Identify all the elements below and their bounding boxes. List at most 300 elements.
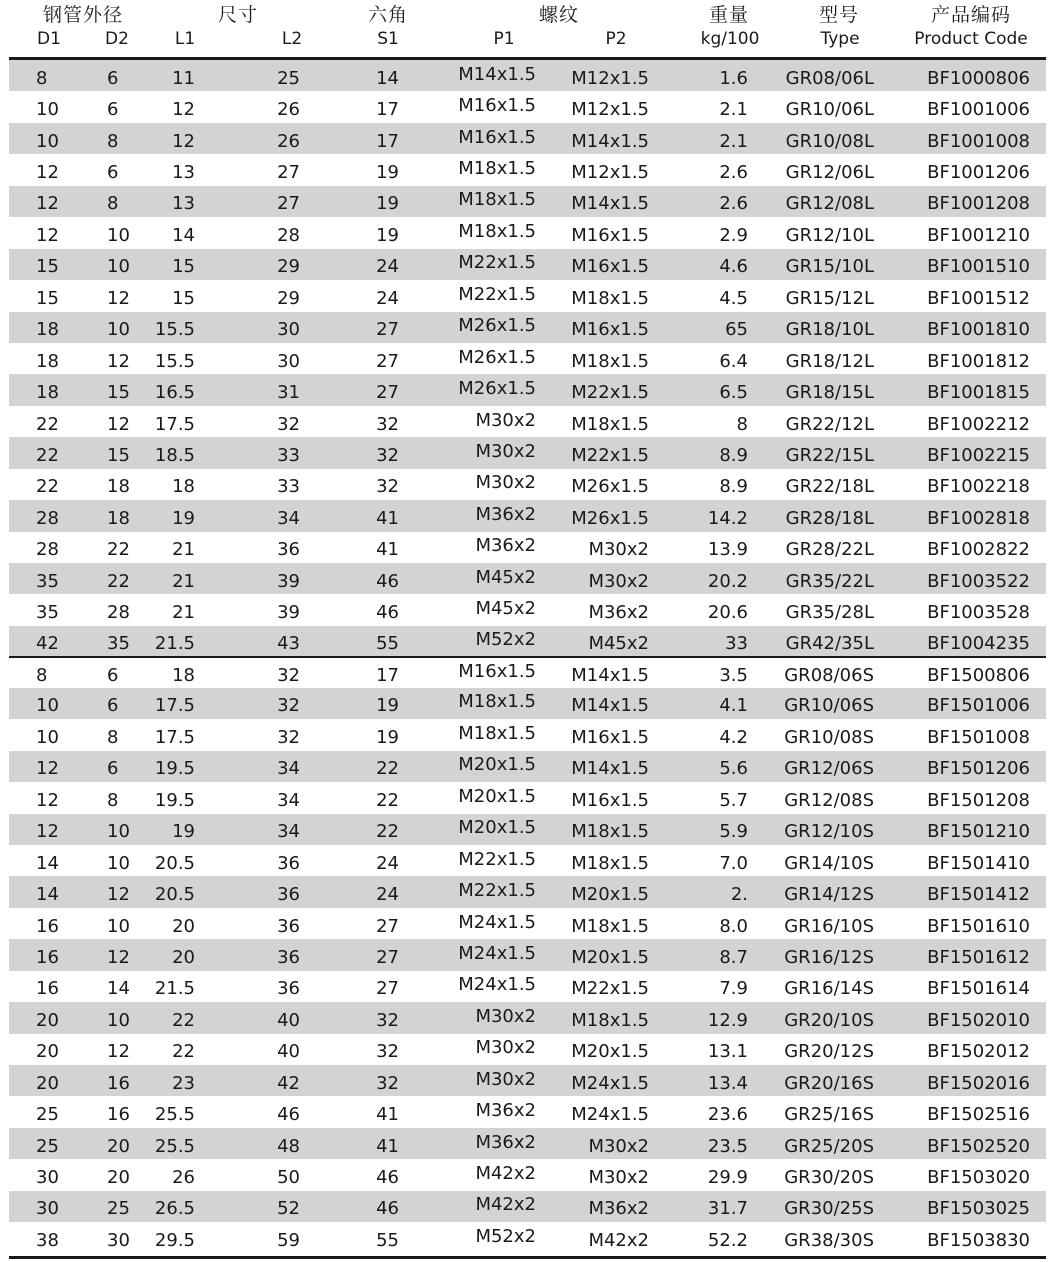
cell-d1	[9, 908, 79, 939]
cell-product-code	[883, 719, 1046, 750]
cell-text: 14	[107, 978, 130, 1000]
cell-weight	[650, 1002, 748, 1033]
cell-text: 35	[107, 633, 130, 655]
cell-l2	[197, 719, 303, 750]
cell-text: BF1501006	[927, 695, 1030, 717]
cell-d2	[79, 406, 134, 437]
cell-weight	[650, 469, 748, 500]
cell-d2	[79, 719, 134, 750]
cell-text: M14x1.5	[571, 130, 649, 152]
cell-text: M36x2	[588, 1198, 649, 1220]
cell-product-code	[883, 154, 1046, 185]
cell-text: 20	[172, 946, 195, 968]
cell-text: 4.2	[719, 726, 748, 748]
cell-text: 36	[277, 946, 300, 968]
cell-text: 8	[107, 130, 119, 152]
cell-l2	[197, 876, 303, 907]
cell-text: GR16/12S	[784, 946, 874, 968]
cell-text: M16x1.5	[458, 126, 536, 148]
cell-text: 10	[107, 821, 130, 843]
cell-text: M45x2	[588, 633, 649, 655]
cell-type	[748, 374, 883, 405]
cell-s1	[303, 1002, 399, 1033]
cell-text: BF1501210	[927, 821, 1030, 843]
cell-text: 16.5	[154, 382, 195, 404]
cell-d1	[9, 280, 79, 311]
cell-p1	[399, 1128, 537, 1159]
table-row	[9, 657, 1046, 687]
cell-l2	[197, 217, 303, 248]
cell-text: 20	[36, 1009, 59, 1031]
cell-p2	[537, 1191, 650, 1222]
cell-p1	[399, 876, 537, 907]
cell-text: BF1003528	[927, 602, 1030, 624]
cell-text: M22x1.5	[571, 444, 649, 466]
cell-s1	[303, 186, 399, 217]
cell-text: M30x2	[588, 570, 649, 592]
cell-text: 10	[107, 915, 130, 937]
cell-text: 22	[376, 758, 399, 780]
cell-text: M52x2	[475, 629, 536, 651]
cell-text: 19	[172, 507, 195, 529]
cell-text: 32	[277, 413, 300, 435]
cell-text: BF1500806	[927, 665, 1030, 687]
cell-text: M36x2	[475, 1100, 536, 1122]
cell-type	[748, 343, 883, 374]
cell-weight	[650, 908, 748, 939]
cell-l1	[134, 1034, 197, 1065]
cell-text: BF1002822	[927, 539, 1030, 561]
footer-rule	[9, 1256, 1046, 1259]
cell-l1	[134, 971, 197, 1002]
cell-p2	[537, 437, 650, 468]
cell-text: 15	[36, 287, 59, 309]
cell-product-code	[883, 751, 1046, 782]
cell-text: 18	[172, 665, 195, 687]
table-row	[9, 1096, 1046, 1127]
cell-text: 46	[376, 1198, 399, 1220]
cell-text: 17.5	[154, 726, 195, 748]
cell-text: 34	[277, 821, 300, 843]
cell-p2	[537, 1065, 650, 1096]
cell-text: BF1002218	[927, 476, 1030, 498]
cell-text: 52.2	[707, 1229, 748, 1251]
cell-p2	[537, 876, 650, 907]
cell-d1	[9, 217, 79, 248]
cell-text: M30x2	[588, 1135, 649, 1157]
cell-text: 38	[36, 1229, 59, 1251]
cell-text: 41	[376, 1104, 399, 1126]
cell-p2	[537, 939, 650, 970]
cell-product-code	[883, 469, 1046, 500]
cell-l2	[197, 688, 303, 719]
cell-l2	[197, 594, 303, 625]
cell-text: BF1502516	[927, 1104, 1030, 1126]
cell-text: 33	[725, 633, 748, 655]
cell-text: M18x1.5	[571, 350, 649, 372]
table-row	[9, 469, 1046, 500]
cell-text: 7.9	[719, 978, 748, 1000]
cell-d2	[79, 249, 134, 280]
cell-d1	[9, 814, 79, 845]
cell-s1	[303, 123, 399, 154]
cell-d2	[79, 751, 134, 782]
cell-text: 5.6	[719, 758, 748, 780]
cell-l2	[197, 437, 303, 468]
cell-text: M30x2	[475, 440, 536, 462]
cell-s1	[303, 782, 399, 813]
cell-l2	[197, 751, 303, 782]
cell-type	[748, 217, 883, 248]
cell-text: 27	[376, 915, 399, 937]
cell-weight	[650, 688, 748, 719]
cell-text: 27	[376, 978, 399, 1000]
cell-l1	[134, 249, 197, 280]
cell-text: 8	[736, 413, 748, 435]
subheader-kg: kg/100	[700, 29, 760, 49]
cell-text: 10	[107, 852, 130, 874]
cell-text: 13.1	[707, 1041, 748, 1063]
cell-l2	[197, 532, 303, 563]
header-weight: 重量	[708, 4, 750, 26]
cell-weight	[650, 280, 748, 311]
cell-p1	[399, 719, 537, 750]
cell-text: 12	[107, 1041, 130, 1063]
cell-product-code	[883, 186, 1046, 217]
cell-type	[748, 751, 883, 782]
cell-text: 31	[277, 382, 300, 404]
cell-weight	[650, 374, 748, 405]
cell-p1	[399, 249, 537, 280]
cell-text: 20.5	[154, 852, 195, 874]
cell-d1	[9, 845, 79, 876]
cell-text: BF1501610	[927, 915, 1030, 937]
cell-type	[748, 626, 883, 657]
cell-text: 17.5	[154, 695, 195, 717]
cell-text: 2.6	[719, 193, 748, 215]
cell-d1	[9, 186, 79, 217]
cell-s1	[303, 249, 399, 280]
cell-p1	[399, 814, 537, 845]
cell-text: 16	[36, 978, 59, 1000]
cell-d2	[79, 657, 134, 687]
cell-p1	[399, 500, 537, 531]
cell-d2	[79, 688, 134, 719]
cell-text: 10	[107, 319, 130, 341]
cell-product-code	[883, 1128, 1046, 1159]
cell-text: GR18/12L	[785, 350, 874, 372]
cell-text: 10	[107, 256, 130, 278]
cell-text: M22x1.5	[571, 978, 649, 1000]
cell-text: GR22/18L	[785, 476, 874, 498]
cell-text: 20	[172, 915, 195, 937]
cell-text: BF1001210	[927, 224, 1030, 246]
cell-d1	[9, 1096, 79, 1127]
cell-text: GR22/12L	[785, 413, 874, 435]
cell-text: GR15/10L	[785, 256, 874, 278]
cell-d2	[79, 845, 134, 876]
cell-d1	[9, 657, 79, 687]
cell-product-code	[883, 1159, 1046, 1190]
cell-text: 41	[376, 539, 399, 561]
cell-text: BF1502520	[927, 1135, 1030, 1157]
cell-text: M22x1.5	[458, 252, 536, 274]
cell-text: 32	[376, 413, 399, 435]
cell-text: BF1501206	[927, 758, 1030, 780]
cell-type	[748, 971, 883, 1002]
cell-d2	[79, 60, 134, 91]
cell-text: M26x1.5	[571, 476, 649, 498]
cell-text: 8	[36, 665, 48, 687]
cell-l1	[134, 154, 197, 185]
cell-text: GR14/12S	[784, 884, 874, 906]
cell-text: 27	[277, 162, 300, 184]
cell-text: M24x1.5	[458, 911, 536, 933]
cell-type	[748, 563, 883, 594]
cell-weight	[650, 312, 748, 343]
cell-type	[748, 469, 883, 500]
cell-text: M30x2	[475, 1005, 536, 1027]
cell-text: BF1001208	[927, 193, 1030, 215]
cell-weight	[650, 60, 748, 91]
cell-l1	[134, 1222, 197, 1253]
cell-text: M12x1.5	[571, 162, 649, 184]
cell-text: 2.9	[719, 224, 748, 246]
cell-s1	[303, 626, 399, 657]
cell-p1	[399, 343, 537, 374]
cell-text: 32	[376, 476, 399, 498]
cell-l1	[134, 1128, 197, 1159]
cell-text: 15	[107, 444, 130, 466]
cell-l1	[134, 186, 197, 217]
cell-weight	[650, 437, 748, 468]
cell-weight	[650, 1128, 748, 1159]
cell-text: 34	[277, 789, 300, 811]
cell-text: 27	[376, 382, 399, 404]
cell-p2	[537, 60, 650, 91]
cell-text: M26x1.5	[458, 346, 536, 368]
cell-text: 33	[277, 444, 300, 466]
cell-d1	[9, 1002, 79, 1033]
cell-text: 21	[172, 570, 195, 592]
cell-text: GR16/14S	[784, 978, 874, 1000]
cell-s1	[303, 971, 399, 1002]
cell-text: M42x2	[588, 1229, 649, 1251]
cell-product-code	[883, 280, 1046, 311]
cell-text: 10	[36, 695, 59, 717]
table-row	[9, 1222, 1046, 1253]
cell-text: 29	[277, 256, 300, 278]
cell-p2	[537, 500, 650, 531]
cell-p2	[537, 154, 650, 185]
cell-d2	[79, 1002, 134, 1033]
cell-text: 33	[277, 476, 300, 498]
cell-text: M20x1.5	[571, 1041, 649, 1063]
subheader-type: Type	[820, 29, 860, 49]
cell-l1	[134, 312, 197, 343]
cell-text: GR14/10S	[784, 852, 874, 874]
cell-text: 59	[277, 1229, 300, 1251]
cell-l1	[134, 500, 197, 531]
cell-s1	[303, 437, 399, 468]
cell-text: 2.	[730, 884, 748, 906]
cell-s1	[303, 1034, 399, 1065]
cell-text: 22	[36, 476, 59, 498]
cell-l1	[134, 876, 197, 907]
cell-text: GR08/06L	[785, 67, 874, 89]
cell-text: 32	[277, 726, 300, 748]
cell-weight	[650, 939, 748, 970]
cell-d1	[9, 154, 79, 185]
cell-p1	[399, 406, 537, 437]
cell-s1	[303, 469, 399, 500]
table-row	[9, 845, 1046, 876]
cell-text: GR12/06S	[784, 758, 874, 780]
cell-d2	[79, 500, 134, 531]
cell-weight	[650, 719, 748, 750]
cell-d2	[79, 280, 134, 311]
cell-text: M30x2	[475, 1037, 536, 1059]
cell-product-code	[883, 343, 1046, 374]
cell-d1	[9, 1159, 79, 1190]
cell-text: M14x1.5	[571, 695, 649, 717]
cell-p2	[537, 312, 650, 343]
cell-p1	[399, 1222, 537, 1253]
cell-l1	[134, 217, 197, 248]
cell-type	[748, 123, 883, 154]
table-row	[9, 1128, 1046, 1159]
cell-weight	[650, 123, 748, 154]
cell-weight	[650, 1096, 748, 1127]
cell-text: BF1001510	[927, 256, 1030, 278]
cell-d2	[79, 1065, 134, 1096]
cell-text: M18x1.5	[571, 915, 649, 937]
subheader-d2: D2	[105, 29, 129, 49]
cell-type	[748, 280, 883, 311]
cell-text: M30x2	[475, 409, 536, 431]
cell-p1	[399, 688, 537, 719]
header-model: 型号	[818, 4, 860, 26]
cell-text: 20.6	[707, 602, 748, 624]
cell-text: 10	[36, 726, 59, 748]
cell-d2	[79, 154, 134, 185]
cell-text: BF1001815	[927, 382, 1030, 404]
cell-l1	[134, 1159, 197, 1190]
cell-text: 19	[376, 193, 399, 215]
cell-text: 18	[36, 382, 59, 404]
cell-l2	[197, 971, 303, 1002]
cell-product-code	[883, 217, 1046, 248]
cell-text: 16	[107, 1104, 130, 1126]
cell-text: M30x2	[475, 1068, 536, 1090]
cell-text: 29	[277, 287, 300, 309]
cell-l2	[197, 939, 303, 970]
cell-type	[748, 500, 883, 531]
cell-text: 26	[172, 1167, 195, 1189]
table-row	[9, 626, 1046, 657]
subheader-l2: L2	[281, 29, 303, 49]
cell-d2	[79, 91, 134, 122]
cell-p1	[399, 939, 537, 970]
cell-text: 5.7	[719, 789, 748, 811]
cell-text: 18	[172, 476, 195, 498]
cell-text: GR10/08S	[784, 726, 874, 748]
cell-l2	[197, 280, 303, 311]
cell-product-code	[883, 500, 1046, 531]
cell-l1	[134, 1065, 197, 1096]
cell-l2	[197, 60, 303, 91]
cell-l1	[134, 1096, 197, 1127]
cell-text: 19	[376, 726, 399, 748]
cell-text: M22x1.5	[458, 848, 536, 870]
cell-text: BF1501208	[927, 789, 1030, 811]
cell-d2	[79, 563, 134, 594]
cell-text: 32	[376, 444, 399, 466]
cell-p1	[399, 1096, 537, 1127]
cell-text: 12	[107, 413, 130, 435]
cell-l1	[134, 814, 197, 845]
cell-text: 8	[36, 67, 48, 89]
cell-text: GR18/10L	[785, 319, 874, 341]
cell-p1	[399, 1065, 537, 1096]
cell-weight	[650, 1065, 748, 1096]
cell-d2	[79, 876, 134, 907]
cell-text: BF1503020	[927, 1167, 1030, 1189]
cell-text: M12x1.5	[571, 67, 649, 89]
cell-text: GR22/15L	[785, 444, 874, 466]
cell-s1	[303, 845, 399, 876]
cell-s1	[303, 154, 399, 185]
cell-weight	[650, 876, 748, 907]
cell-type	[748, 1128, 883, 1159]
cell-product-code	[883, 91, 1046, 122]
subheader-p2: P2	[605, 29, 627, 49]
cell-p1	[399, 1034, 537, 1065]
cell-p2	[537, 1222, 650, 1253]
cell-p2	[537, 249, 650, 280]
cell-text: M42x2	[475, 1194, 536, 1216]
cell-d1	[9, 500, 79, 531]
cell-type	[748, 91, 883, 122]
cell-p1	[399, 312, 537, 343]
cell-l1	[134, 563, 197, 594]
cell-l2	[197, 374, 303, 405]
cell-text: 32	[277, 695, 300, 717]
cell-p1	[399, 845, 537, 876]
cell-s1	[303, 814, 399, 845]
table-row	[9, 154, 1046, 185]
cell-d1	[9, 688, 79, 719]
cell-text: BF1001810	[927, 319, 1030, 341]
cell-text: 65	[725, 319, 748, 341]
cell-text: GR35/22L	[785, 570, 874, 592]
cell-text: M36x2	[588, 602, 649, 624]
cell-text: 42	[36, 633, 59, 655]
cell-text: 30	[36, 1167, 59, 1189]
cell-weight	[650, 154, 748, 185]
cell-product-code	[883, 437, 1046, 468]
cell-text: 20	[36, 1041, 59, 1063]
cell-p1	[399, 437, 537, 468]
cell-text: M26x1.5	[458, 315, 536, 337]
cell-weight	[650, 782, 748, 813]
cell-text: 46	[376, 1167, 399, 1189]
cell-d1	[9, 249, 79, 280]
table-row	[9, 1159, 1046, 1190]
cell-l1	[134, 594, 197, 625]
cell-type	[748, 939, 883, 970]
cell-p2	[537, 469, 650, 500]
